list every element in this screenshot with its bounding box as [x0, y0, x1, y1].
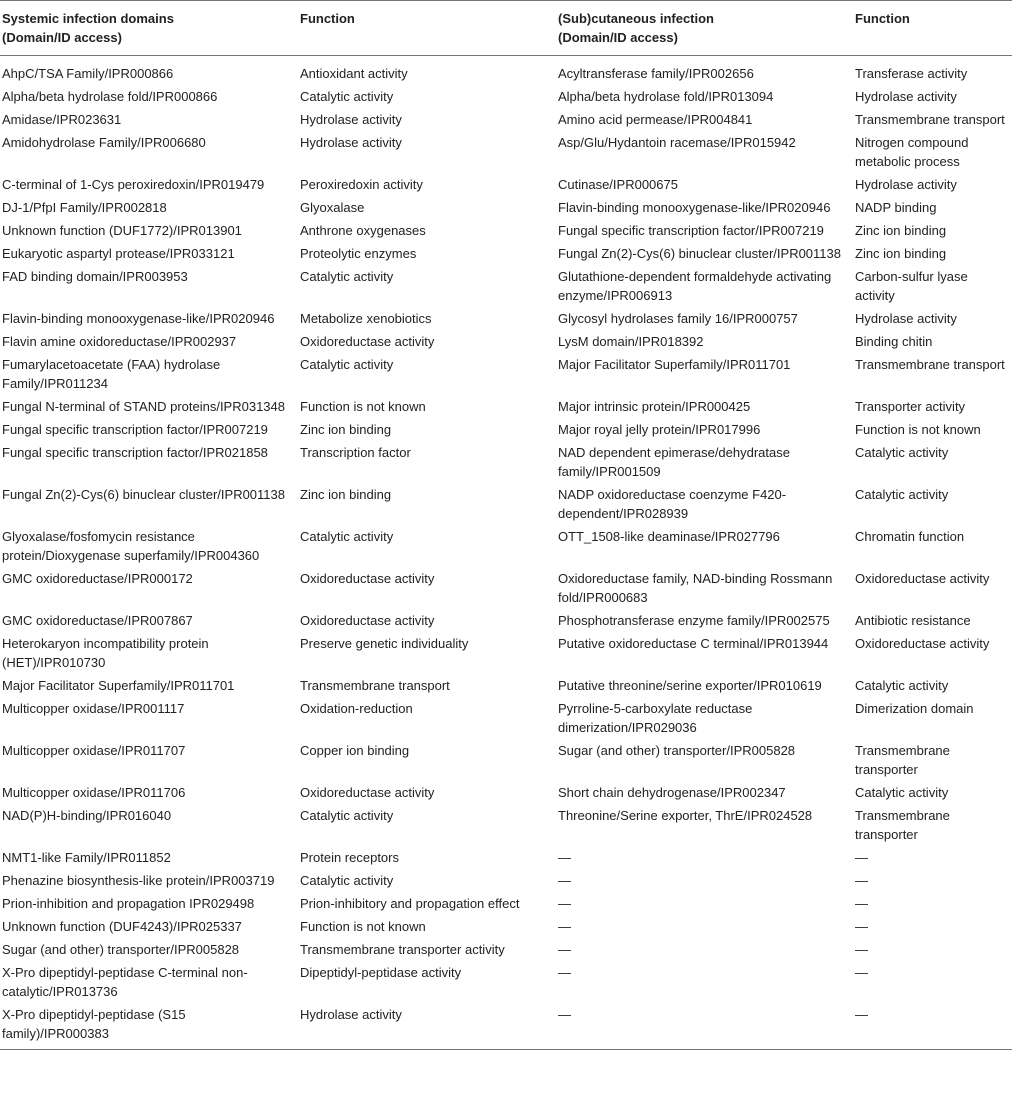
- cell-systemic-function: Hydrolase activity: [300, 135, 402, 150]
- cell-cutaneous-function: Binding chitin: [855, 334, 933, 349]
- table-row: [0, 85, 1012, 108]
- cell-systemic-function: Catalytic activity: [300, 269, 394, 284]
- cell-systemic-function: Copper ion binding: [300, 743, 410, 758]
- cell-systemic-domain: Fungal specific transcription factor/IPR007219: [2, 422, 268, 437]
- cell-systemic-function: Metabolize xenobiotics: [300, 311, 432, 326]
- cell-systemic-domain: C-terminal of 1-Cys peroxiredoxin/IPR019479: [2, 177, 265, 192]
- cell-systemic-function: Peroxiredoxin activity: [300, 177, 423, 192]
- cell-cutaneous-function: Hydrolase activity: [855, 177, 957, 192]
- table-row: [0, 418, 1012, 441]
- cell-cutaneous-domain: —: [558, 965, 571, 980]
- cell-systemic-function: Glyoxalase: [300, 200, 365, 215]
- cell-systemic-function: Function is not known: [300, 919, 426, 934]
- header-cutaneous-function: Function: [853, 1, 1012, 56]
- cell-systemic-function: Hydrolase activity: [300, 112, 402, 127]
- cell-cutaneous-function: Hydrolase activity: [855, 89, 957, 104]
- cell-systemic-domain: NMT1-like Family/IPR011852: [2, 850, 171, 865]
- cell-cutaneous-function: —: [855, 896, 868, 911]
- cell-cutaneous-function: Zinc ion binding: [855, 246, 947, 261]
- cell-systemic-function: Catalytic activity: [300, 873, 394, 888]
- table-row: [0, 525, 1012, 567]
- cell-cutaneous-domain: Flavin-binding monooxygenase-like/IPR020946: [558, 200, 831, 215]
- table-row: [0, 1003, 1012, 1050]
- cell-systemic-function: Oxidoreductase activity: [300, 334, 435, 349]
- table-row: [0, 938, 1012, 961]
- table-row: [0, 961, 1012, 1003]
- table-row: [0, 697, 1012, 739]
- cell-cutaneous-domain: —: [558, 919, 571, 934]
- cell-systemic-function: Dipeptidyl-peptidase activity: [300, 965, 462, 980]
- cell-cutaneous-domain: —: [556, 1003, 853, 1050]
- cell-cutaneous-function: Dimerization domain: [855, 701, 974, 716]
- cell-systemic-domain: Multicopper oxidase/IPR001117: [2, 701, 185, 716]
- cell-systemic-domain: Fumarylacetoacetate (FAA) hydrolase Family/IPR011234: [2, 357, 221, 391]
- cell-systemic-domain: Fungal specific transcription factor/IPR021858: [2, 445, 268, 460]
- cell-cutaneous-function: —: [855, 919, 868, 934]
- cell-cutaneous-function: NADP binding: [855, 200, 937, 215]
- cell-cutaneous-function: Nitrogen compound metabolic process: [855, 135, 969, 169]
- cell-cutaneous-function: Transporter activity: [855, 399, 966, 414]
- cell-systemic-domain: Phenazine biosynthesis-like protein/IPR003719: [2, 873, 275, 888]
- cell-systemic-domain: Amidohydrolase Family/IPR006680: [2, 135, 206, 150]
- cell-systemic-domain: Flavin amine oxidoreductase/IPR002937: [2, 334, 237, 349]
- table-row: [0, 173, 1012, 196]
- cell-systemic-domain: Fungal N-terminal of STAND proteins/IPR031348: [2, 399, 285, 414]
- cell-systemic-domain: Heterokaryon incompatibility protein (HET)/IPR010730: [2, 636, 209, 670]
- cell-cutaneous-domain: Glutathione-dependent formaldehyde activating enzyme/IPR006913: [558, 269, 832, 303]
- cell-cutaneous-domain: Short chain dehydrogenase/IPR002347: [558, 785, 786, 800]
- header-row: [0, 1, 1012, 56]
- cell-systemic-function: Antioxidant activity: [300, 66, 408, 81]
- table-row: [0, 56, 1012, 86]
- table-row: [0, 242, 1012, 265]
- cell-systemic-function: Proteolytic enzymes: [300, 246, 417, 261]
- cell-systemic-domain: AhpC/TSA Family/IPR000866: [2, 66, 174, 81]
- cell-systemic-domain: Sugar (and other) transporter/IPR005828: [2, 942, 240, 957]
- table-row: [0, 804, 1012, 846]
- cell-cutaneous-function: Transmembrane transporter: [855, 808, 950, 842]
- cell-systemic-function: Transmembrane transport: [300, 678, 450, 693]
- table-row: [0, 632, 1012, 674]
- cell-systemic-domain: Major Facilitator Superfamily/IPR011701: [2, 678, 235, 693]
- cell-cutaneous-function: Catalytic activity: [855, 785, 949, 800]
- table-row: [0, 131, 1012, 173]
- cell-cutaneous-domain: Oxidoreductase family, NAD-binding Rossmann fold/IPR000683: [558, 571, 833, 605]
- cell-systemic-domain: Amidase/IPR023631: [2, 112, 122, 127]
- cell-systemic-domain: Multicopper oxidase/IPR011706: [2, 785, 186, 800]
- cell-cutaneous-function: Function is not known: [855, 422, 981, 437]
- cell-cutaneous-function: Catalytic activity: [855, 487, 949, 502]
- cell-cutaneous-domain: NAD dependent epimerase/dehydratase family/IPR001509: [558, 445, 790, 479]
- cell-systemic-domain: X-Pro dipeptidyl-peptidase C-terminal non-catalytic/IPR013736: [2, 965, 248, 999]
- cell-systemic-function: Function is not known: [300, 399, 426, 414]
- table-row: [0, 219, 1012, 242]
- table-row: [0, 869, 1012, 892]
- cell-cutaneous-domain: NADP oxidoreductase coenzyme F420-dependent/IPR028939: [558, 487, 787, 521]
- cell-systemic-domain: Flavin-binding monooxygenase-like/IPR020946: [2, 311, 275, 326]
- cell-cutaneous-function: Oxidoreductase activity: [855, 636, 990, 651]
- cell-systemic-function: Transcription factor: [300, 445, 411, 460]
- cell-systemic-domain: X-Pro dipeptidyl-peptidase (S15 family)/IPR000383: [0, 1003, 298, 1050]
- cell-cutaneous-function: Transmembrane transport: [855, 357, 1005, 372]
- cell-cutaneous-domain: Cutinase/IPR000675: [558, 177, 678, 192]
- cell-cutaneous-domain: Threonine/Serine exporter, ThrE/IPR024528: [558, 808, 813, 823]
- cell-cutaneous-domain: Major royal jelly protein/IPR017996: [558, 422, 761, 437]
- table-row: [0, 108, 1012, 131]
- cell-cutaneous-domain: Fungal Zn(2)-Cys(6) binuclear cluster/IPR001138: [558, 246, 841, 261]
- table-row: [0, 330, 1012, 353]
- table-row: [0, 846, 1012, 869]
- cell-systemic-function: Oxidoreductase activity: [300, 571, 435, 586]
- table-header: [0, 1, 1012, 56]
- cell-cutaneous-domain: Putative threonine/serine exporter/IPR010619: [558, 678, 822, 693]
- cell-cutaneous-domain: Asp/Glu/Hydantoin racemase/IPR015942: [558, 135, 796, 150]
- cell-systemic-function: Oxidoreductase activity: [300, 785, 435, 800]
- cell-systemic-function: Catalytic activity: [300, 529, 394, 544]
- cell-cutaneous-domain: Fungal specific transcription factor/IPR007219: [558, 223, 824, 238]
- table-row: [0, 265, 1012, 307]
- cell-systemic-domain: DJ-1/PfpI Family/IPR002818: [2, 200, 167, 215]
- cell-systemic-function: Oxidation-reduction: [300, 701, 413, 716]
- table-row: [0, 353, 1012, 395]
- cell-cutaneous-domain: Phosphotransferase enzyme family/IPR002575: [558, 613, 830, 628]
- cell-cutaneous-function: Antibiotic resistance: [855, 613, 971, 628]
- table-row: [0, 483, 1012, 525]
- cell-cutaneous-domain: Major intrinsic protein/IPR000425: [558, 399, 751, 414]
- table-row: [0, 739, 1012, 781]
- cell-cutaneous-domain: LysM domain/IPR018392: [558, 334, 704, 349]
- cell-systemic-domain: Eukaryotic aspartyl protease/IPR033121: [2, 246, 235, 261]
- cell-systemic-domain: FAD binding domain/IPR003953: [2, 269, 188, 284]
- cell-systemic-function: Hydrolase activity: [298, 1003, 556, 1050]
- table-row: [0, 892, 1012, 915]
- table-row: [0, 915, 1012, 938]
- table-row: [0, 781, 1012, 804]
- table-row: [0, 567, 1012, 609]
- cell-systemic-domain: Prion-inhibition and propagation IPR029498: [2, 896, 255, 911]
- cell-systemic-function: Catalytic activity: [300, 808, 394, 823]
- cell-cutaneous-domain: —: [558, 873, 571, 888]
- cell-cutaneous-domain: Pyrroline-5-carboxylate reductase dimerization/IPR029036: [558, 701, 753, 735]
- cell-systemic-domain: GMC oxidoreductase/IPR007867: [2, 613, 193, 628]
- header-systemic-domains: Systemic infection domains (Domain/ID access): [0, 1, 298, 56]
- cell-cutaneous-domain: Acyltransferase family/IPR002656: [558, 66, 754, 81]
- cell-systemic-domain: Unknown function (DUF4243)/IPR025337: [2, 919, 242, 934]
- table-body: [0, 56, 1012, 1050]
- cell-cutaneous-function: —: [855, 965, 868, 980]
- header-cutaneous-domains: (Sub)cutaneous infection (Domain/ID access): [556, 1, 853, 56]
- cell-cutaneous-function: Transmembrane transport: [855, 112, 1005, 127]
- cell-cutaneous-domain: Alpha/beta hydrolase fold/IPR013094: [558, 89, 774, 104]
- cell-systemic-function: Catalytic activity: [300, 89, 394, 104]
- cell-systemic-domain: Multicopper oxidase/IPR011707: [2, 743, 186, 758]
- cell-systemic-function: Oxidoreductase activity: [300, 613, 435, 628]
- table-row: [0, 307, 1012, 330]
- cell-systemic-function: Preserve genetic individuality: [300, 636, 469, 651]
- cell-cutaneous-function: Transmembrane transporter: [855, 743, 950, 777]
- cell-cutaneous-function: Hydrolase activity: [855, 311, 957, 326]
- cell-cutaneous-function: Chromatin function: [855, 529, 965, 544]
- cell-cutaneous-function: Transferase activity: [855, 66, 968, 81]
- cell-cutaneous-domain: Glycosyl hydrolases family 16/IPR000757: [558, 311, 798, 326]
- cell-cutaneous-function: Catalytic activity: [855, 445, 949, 460]
- cell-systemic-domain: Unknown function (DUF1772)/IPR013901: [2, 223, 242, 238]
- cell-cutaneous-function: Catalytic activity: [855, 678, 949, 693]
- cell-systemic-function: Zinc ion binding: [300, 487, 392, 502]
- cell-cutaneous-function: —: [855, 942, 868, 957]
- cell-cutaneous-function: —: [855, 850, 868, 865]
- cell-cutaneous-domain: —: [558, 942, 571, 957]
- cell-cutaneous-function: Oxidoreductase activity: [855, 571, 990, 586]
- cell-cutaneous-domain: Amino acid permease/IPR004841: [558, 112, 753, 127]
- cell-cutaneous-domain: Putative oxidoreductase C terminal/IPR013944: [558, 636, 829, 651]
- cell-systemic-domain: Alpha/beta hydrolase fold/IPR000866: [2, 89, 218, 104]
- cell-cutaneous-domain: —: [558, 896, 571, 911]
- cell-systemic-function: Zinc ion binding: [300, 422, 392, 437]
- cell-systemic-function: Catalytic activity: [300, 357, 394, 372]
- table-row: [0, 441, 1012, 483]
- table-row: [0, 196, 1012, 219]
- cell-cutaneous-domain: Sugar (and other) transporter/IPR005828: [558, 743, 796, 758]
- cell-cutaneous-function: Zinc ion binding: [855, 223, 947, 238]
- header-systemic-function: Function: [298, 1, 556, 56]
- table-row: [0, 609, 1012, 632]
- cell-systemic-domain: Glyoxalase/fosfomycin resistance protein/Dioxygenase superfamily/IPR004360: [2, 529, 260, 563]
- table-row: [0, 674, 1012, 697]
- cell-cutaneous-domain: OTT_1508-like deaminase/IPR027796: [558, 529, 780, 544]
- cell-systemic-function: Protein receptors: [300, 850, 399, 865]
- cell-cutaneous-function: Carbon-sulfur lyase activity: [855, 269, 968, 303]
- cell-systemic-function: Anthrone oxygenases: [300, 223, 426, 238]
- cell-cutaneous-domain: Major Facilitator Superfamily/IPR011701: [558, 357, 791, 372]
- table-row: [0, 395, 1012, 418]
- cell-systemic-function: Transmembrane transporter activity: [300, 942, 505, 957]
- cell-cutaneous-function: —: [855, 873, 868, 888]
- cell-systemic-domain: NAD(P)H-binding/IPR016040: [2, 808, 172, 823]
- cell-cutaneous-function: —: [853, 1003, 1012, 1050]
- cell-systemic-domain: GMC oxidoreductase/IPR000172: [2, 571, 193, 586]
- cell-systemic-function: Prion-inhibitory and propagation effect: [300, 896, 520, 911]
- cell-systemic-domain: Fungal Zn(2)-Cys(6) binuclear cluster/IPR001138: [2, 487, 285, 502]
- cell-cutaneous-domain: —: [558, 850, 571, 865]
